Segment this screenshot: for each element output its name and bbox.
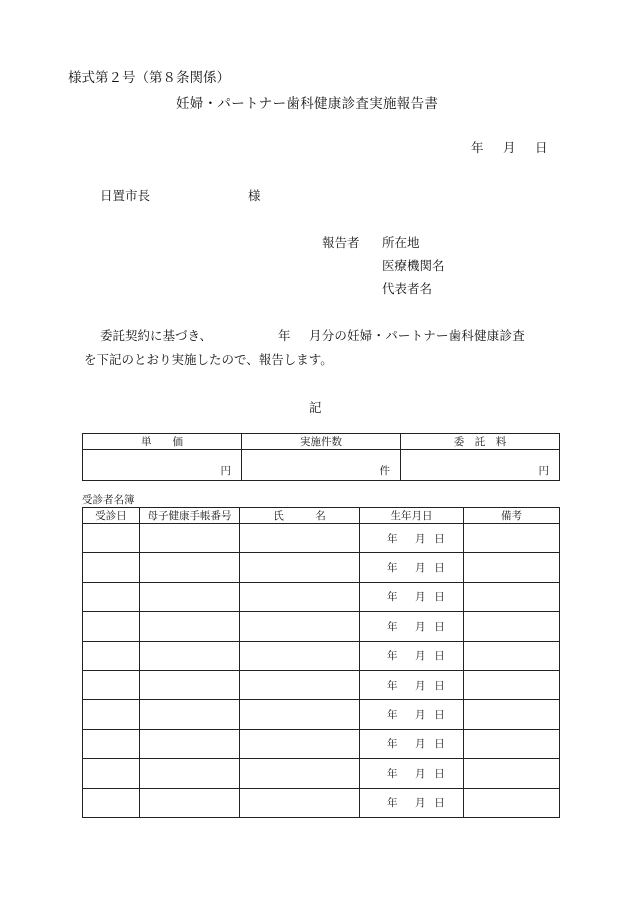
birthdate-day-label: 日 [434,562,445,575]
summary-table [82,433,560,481]
birthdate-day-label: 日 [434,591,445,604]
roster-caption: 受診者名簿 [82,494,135,506]
table-row [83,788,560,817]
birthdate-cell[interactable] [360,524,464,553]
handbook-number-cell[interactable] [140,759,240,788]
remarks-cell[interactable] [464,700,560,729]
birthdate-cell[interactable] [360,788,464,817]
unit-price-cell[interactable]: 円 [83,450,242,481]
exam-date-cell[interactable] [83,759,140,788]
birthdate-month-label: 月 [415,679,426,692]
birthdate-year-label: 年 [387,767,398,780]
handbook-number-cell[interactable] [140,788,240,817]
birthdate-month-label: 月 [415,709,426,722]
date-year-label: 年 [471,140,484,155]
birthdate-cell[interactable] [360,670,464,699]
reporter-label: 報告者 [322,235,360,250]
patient-name-cell[interactable] [240,788,360,817]
summary-header-row [83,434,560,450]
remarks-cell[interactable] [464,641,560,670]
reporter-address-label: 所在地 [382,235,420,250]
date-day-label: 日 [535,140,548,155]
table-row [83,729,560,758]
birthdate-year-label: 年 [387,620,398,633]
birthdate-day-label: 日 [434,797,445,810]
remarks-cell[interactable] [464,524,560,553]
handbook-number-cell[interactable] [140,612,240,641]
birthdate-year-label: 年 [387,650,398,663]
birthdate-day-label: 日 [434,679,445,692]
form-label: 様式第２号（第８条関係） [68,70,230,86]
birthdate-year-label: 年 [387,562,398,575]
birthdate-day-label: 日 [434,738,445,751]
birthdate-month-label: 月 [415,797,426,810]
body-line1-end: 月分の妊婦・パートナー歯科健康診査 [309,328,525,343]
birthdate-day-label: 日 [434,767,445,780]
reporter-representative-label: 代表者名 [382,281,433,296]
birthdate-month-label: 月 [415,767,426,780]
remarks-cell[interactable] [464,612,560,641]
birthdate-day-label: 日 [434,650,445,663]
birthdate-cell[interactable] [360,553,464,582]
table-row [83,759,560,788]
patient-name-cell[interactable] [240,729,360,758]
remarks-cell[interactable] [464,553,560,582]
birthdate-month-label: 月 [415,562,426,575]
addressee-honorific: 様 [248,188,261,203]
table-row [83,582,560,611]
birthdate-cell[interactable] [360,612,464,641]
birthdate-day-label: 日 [434,532,445,545]
handbook-number-cell[interactable] [140,582,240,611]
exam-date-cell[interactable] [83,612,140,641]
birthdate-year-label: 年 [387,591,398,604]
body-line2: を下記のとおり実施したので、報告します。 [84,352,333,367]
birthdate-cell[interactable] [360,729,464,758]
summary-value-row [83,450,560,481]
remarks-cell[interactable] [464,729,560,758]
remarks-cell[interactable] [464,670,560,699]
birthdate-year-label: 年 [387,797,398,810]
exam-date-cell[interactable] [83,670,140,699]
ki-label: 記 [309,400,322,415]
exam-date-cell[interactable] [83,582,140,611]
patient-name-cell[interactable] [240,612,360,641]
exam-date-cell[interactable] [83,700,140,729]
birthdate-month-label: 月 [415,738,426,751]
table-row [83,641,560,670]
birthdate-cell[interactable] [360,700,464,729]
exam-date-cell[interactable] [83,553,140,582]
birthdate-year-label: 年 [387,709,398,722]
remarks-cell[interactable] [464,582,560,611]
handbook-number-cell[interactable] [140,670,240,699]
table-row [83,670,560,699]
addressee-name: 日置市長 [100,188,151,203]
roster-header-row [83,508,560,524]
remarks-header: 備考 [464,508,560,524]
remarks-cell[interactable] [464,759,560,788]
roster-table [82,507,560,818]
patient-name-cell[interactable] [240,582,360,611]
patient-name-cell[interactable] [240,700,360,729]
exam-date-cell[interactable] [83,729,140,758]
exam-date-header: 受診日 [83,508,140,524]
exam-date-cell[interactable] [83,641,140,670]
birthdate-year-label: 年 [387,679,398,692]
patient-name-header: 氏 名 [240,508,360,524]
handbook-number-cell[interactable] [140,641,240,670]
birthdate-year-label: 年 [387,738,398,751]
exam-date-cell[interactable] [83,788,140,817]
birthdate-cell[interactable] [360,582,464,611]
birthdate-header: 生年月日 [360,508,464,524]
remarks-cell[interactable] [464,788,560,817]
table-row [83,553,560,582]
commission-fee-header: 委 託 料 [401,434,560,450]
handbook-number-header: 母子健康手帳番号 [140,508,240,524]
birthdate-day-label: 日 [434,620,445,633]
birthdate-cell[interactable] [360,641,464,670]
handbook-number-cell[interactable] [140,729,240,758]
date-month-label: 月 [503,140,516,155]
exam-date-cell[interactable] [83,524,140,553]
birthdate-month-label: 月 [415,650,426,663]
reporter-institution-label: 医療機関名 [382,258,445,273]
case-count-cell[interactable]: 件 [242,450,401,481]
birthdate-day-label: 日 [434,709,445,722]
birthdate-month-label: 月 [415,532,426,545]
table-row [83,612,560,641]
table-row [83,700,560,729]
birthdate-year-label: 年 [387,532,398,545]
page-title: 妊婦・パートナー歯科健康診査実施報告書 [176,96,439,112]
patient-name-cell[interactable] [240,759,360,788]
patient-name-cell[interactable] [240,553,360,582]
commission-fee-cell[interactable]: 円 [401,450,560,481]
patient-name-cell[interactable] [240,670,360,699]
birthdate-month-label: 月 [415,591,426,604]
birthdate-month-label: 月 [415,620,426,633]
body-line1-start: 委託契約に基づき、 [100,328,213,343]
handbook-number-cell[interactable] [140,700,240,729]
body-line1-year: 年 [278,328,291,343]
unit-price-header: 単 価 [83,434,242,450]
handbook-number-cell[interactable] [140,553,240,582]
patient-name-cell[interactable] [240,641,360,670]
patient-name-cell[interactable] [240,524,360,553]
handbook-number-cell[interactable] [140,524,240,553]
birthdate-cell[interactable] [360,759,464,788]
case-count-header: 実施件数 [242,434,401,450]
table-row [83,524,560,553]
